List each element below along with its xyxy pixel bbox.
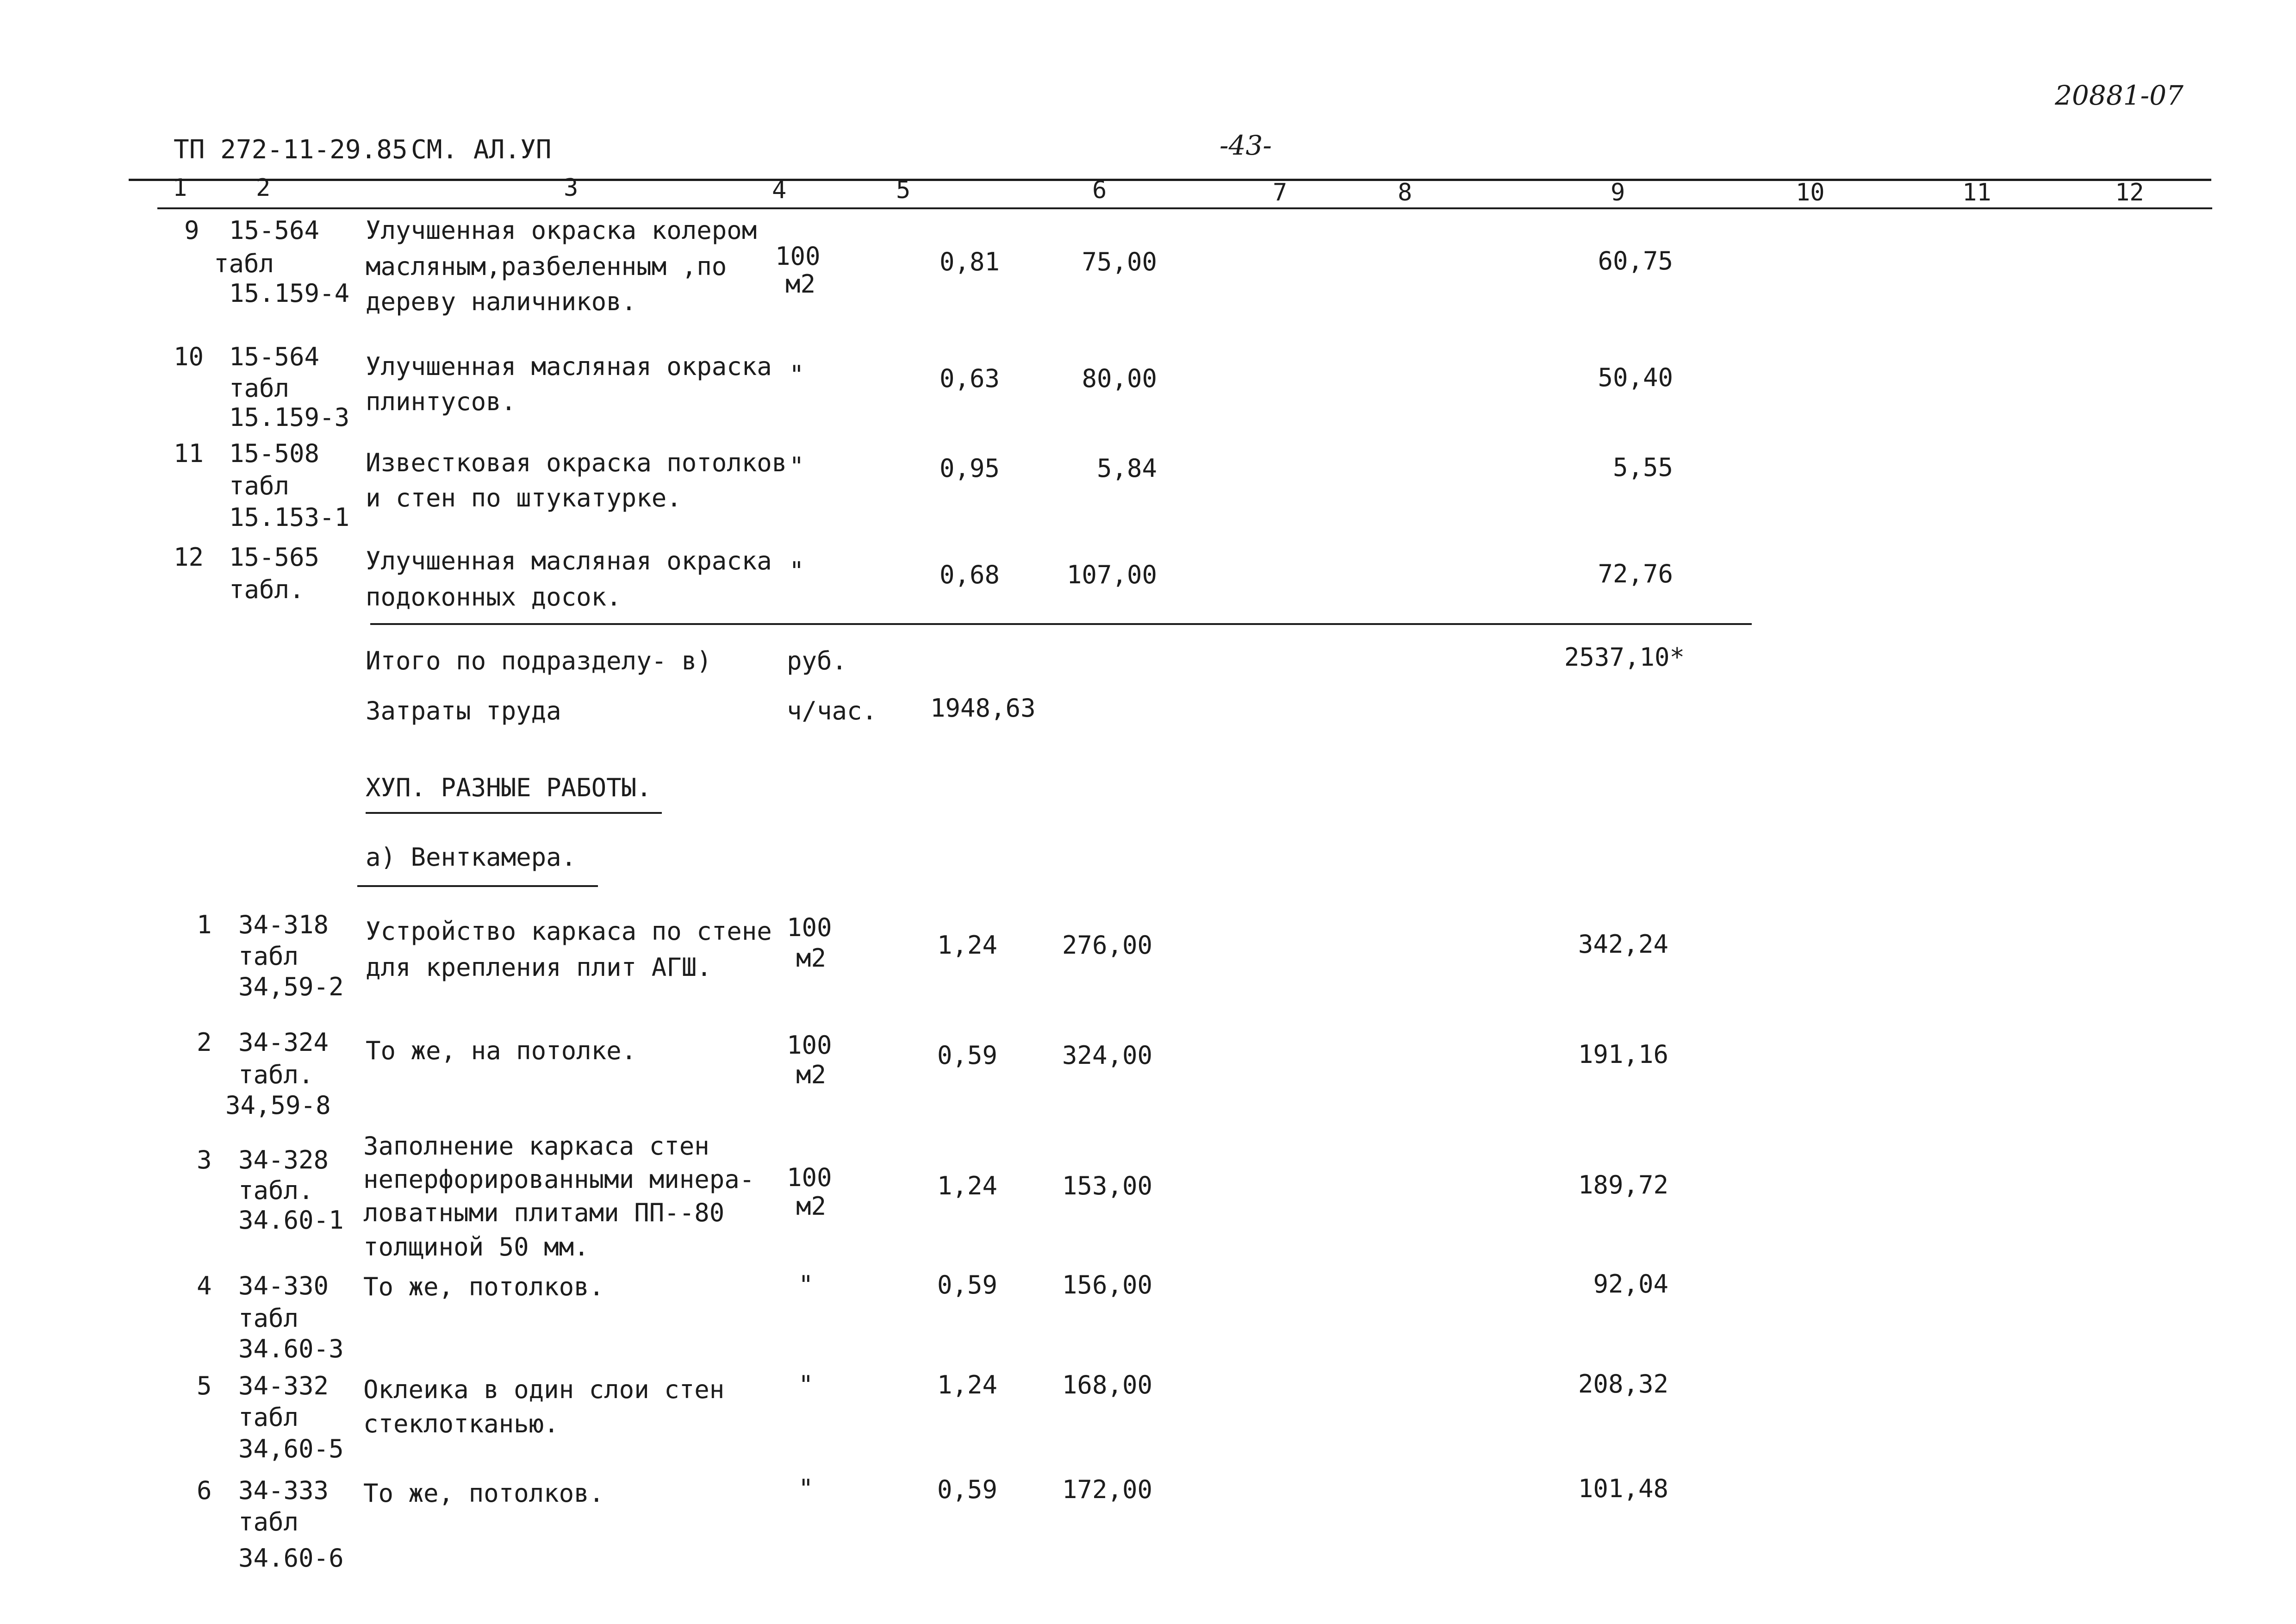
unit-price: 276,00	[1062, 931, 1152, 960]
total-cost: 50,40	[1598, 363, 1673, 392]
column-number: 6	[1092, 176, 1107, 204]
work-description: масляным,разбеленным ,по	[366, 252, 727, 281]
column-number: 11	[1962, 179, 1991, 206]
norm-code: 34-332	[238, 1371, 329, 1400]
total-cost: 5,55	[1612, 453, 1673, 482]
unit: м2	[796, 1060, 827, 1089]
work-description: То же, потолков.	[363, 1272, 604, 1301]
norm-code: 15-564	[229, 342, 320, 371]
work-description: Заполнение каркаса стен	[363, 1131, 709, 1161]
unit-price: 80,00	[1082, 364, 1157, 393]
norm-code: 34.60-1	[238, 1206, 344, 1235]
unit: "	[798, 1270, 814, 1299]
column-number: 12	[2115, 179, 2144, 206]
norm-code: табл	[238, 1507, 299, 1537]
norm-code: 34,59-2	[238, 972, 344, 1001]
unit-price: 156,00	[1062, 1270, 1152, 1299]
total-cost: 208,32	[1578, 1369, 1668, 1399]
row-number: 5	[197, 1371, 212, 1400]
total-cost: 72,76	[1598, 559, 1673, 588]
column-number: 7	[1273, 179, 1288, 206]
norm-code: табл	[214, 249, 274, 278]
total-cost: 189,72	[1578, 1170, 1668, 1199]
subtotal-rule	[370, 623, 1752, 625]
quantity: 0,63	[939, 364, 1000, 393]
unit-price: 75,00	[1082, 247, 1157, 276]
project-code: ТП 272-11-29.85	[174, 135, 408, 165]
subsection-title-underline	[357, 885, 598, 887]
work-description: Улучшенная масляная окраска	[366, 546, 772, 575]
work-description: толщиной 50 мм.	[363, 1232, 589, 1262]
norm-code: 34.60-3	[238, 1334, 344, 1363]
norm-code: 34.60-6	[238, 1543, 344, 1573]
quantity: 1,24	[937, 1171, 997, 1200]
norm-code: 15.159-4	[229, 279, 350, 308]
total-cost: 60,75	[1598, 246, 1673, 275]
unit: м2	[785, 269, 816, 299]
subtotal-unit: руб.	[787, 646, 847, 675]
quantity: 0,95	[939, 454, 1000, 483]
work-description: неперфорированными минера-	[363, 1165, 755, 1194]
total-cost: 92,04	[1593, 1269, 1668, 1299]
column-number: 9	[1611, 179, 1625, 206]
work-description: То же, на потолке.	[366, 1036, 637, 1065]
total-cost: 101,48	[1578, 1474, 1668, 1503]
norm-code: табл.	[238, 1176, 314, 1205]
norm-code: 15.159-3	[229, 403, 350, 432]
row-number: 4	[197, 1271, 212, 1300]
quantity: 0,59	[937, 1475, 997, 1504]
column-number: 1	[173, 174, 187, 202]
norm-code: табл	[238, 1403, 299, 1432]
row-number: 1	[197, 910, 212, 939]
unit: "	[789, 452, 804, 481]
unit: 100	[775, 242, 821, 271]
header-top-rule	[129, 179, 2211, 181]
work-description: Улучшенная масляная окраска	[366, 352, 772, 381]
unit: 100	[787, 1031, 832, 1060]
work-description: подоконных досок.	[366, 582, 622, 612]
norm-code: 15-508	[229, 439, 320, 468]
page-number: -43-	[1220, 130, 1272, 161]
unit: "	[789, 360, 804, 389]
labor-unit: ч/час.	[787, 696, 877, 725]
unit: "	[798, 1474, 814, 1503]
section-title-underline	[366, 812, 662, 814]
norm-code: табл.	[238, 1060, 314, 1089]
norm-code: 34-318	[238, 910, 329, 939]
row-number: 12	[174, 543, 204, 572]
norm-code: табл	[238, 942, 299, 971]
unit-price: 153,00	[1062, 1171, 1152, 1200]
norm-code: табл.	[229, 575, 305, 604]
unit: 100	[787, 1163, 832, 1192]
norm-code: 34,59-8	[225, 1091, 331, 1120]
total-cost: 342,24	[1578, 930, 1668, 959]
quantity: 0,81	[939, 247, 1000, 276]
subtotal-value: 2537,10*	[1564, 643, 1685, 672]
column-number: 8	[1398, 179, 1412, 206]
unit: "	[789, 556, 804, 586]
norm-code: 34-328	[238, 1145, 329, 1174]
norm-code: 15.153-1	[229, 503, 350, 532]
work-description: дереву наличников.	[366, 287, 637, 316]
row-number: 11	[174, 439, 204, 468]
norm-code: табл	[229, 471, 290, 500]
section-title: ХУП. РАЗНЫЕ РАБОТЫ.	[366, 773, 652, 802]
unit: м2	[796, 1192, 827, 1221]
column-number: 4	[772, 176, 787, 204]
subtotal-label: Итого по подразделу- в)	[366, 646, 712, 675]
norm-code: 34-330	[238, 1271, 329, 1300]
document-number: 20881-07	[2055, 80, 2184, 111]
row-number: 6	[197, 1476, 212, 1505]
quantity: 0,68	[939, 560, 1000, 589]
labor-label: Затраты труда	[366, 696, 561, 725]
work-description: плинтусов.	[366, 387, 516, 416]
unit: "	[798, 1370, 814, 1399]
total-cost: 191,16	[1578, 1040, 1668, 1069]
subsection-title: а) Венткамера.	[366, 843, 577, 872]
column-number: 10	[1796, 179, 1825, 206]
work-description: То же, потолков.	[363, 1479, 604, 1508]
row-number: 3	[197, 1145, 212, 1174]
unit-price: 5,84	[1096, 454, 1157, 483]
work-description: Улучшенная окраска колером	[366, 216, 757, 245]
column-number: 5	[896, 176, 911, 204]
work-description: ловатными плитами ПП--80	[363, 1198, 725, 1227]
norm-code: 34-324	[238, 1028, 329, 1057]
work-description: Устройство каркаса по стене	[366, 917, 772, 946]
work-description: и стен по штукатурке.	[366, 483, 682, 512]
norm-code: табл	[229, 374, 290, 403]
work-description: Известковая окраска потолков	[366, 448, 787, 477]
row-number: 10	[174, 342, 204, 371]
norm-code: табл	[238, 1304, 299, 1333]
norm-code: 34,60-5	[238, 1434, 344, 1463]
quantity: 0,59	[937, 1041, 997, 1070]
quantity: 1,24	[937, 1370, 997, 1399]
column-number: 2	[256, 174, 271, 202]
header-bottom-rule	[157, 207, 2212, 209]
work-description: стеклотканью.	[363, 1409, 559, 1438]
row-number: 9	[184, 216, 199, 245]
unit-price: 168,00	[1062, 1370, 1152, 1399]
row-number: 2	[197, 1028, 212, 1057]
album-reference: СМ. АЛ.УП	[411, 135, 552, 165]
norm-code: 15-565	[229, 543, 320, 572]
labor-value: 1948,63	[930, 693, 1036, 723]
quantity: 1,24	[937, 931, 997, 960]
norm-code: 34-333	[238, 1476, 329, 1505]
work-description: Оклеика в один слои стен	[363, 1375, 725, 1404]
work-description: для крепления плит АГШ.	[366, 953, 712, 982]
column-number: 3	[564, 174, 579, 202]
unit-price: 324,00	[1062, 1041, 1152, 1070]
unit: м2	[796, 943, 827, 973]
unit-price: 107,00	[1066, 560, 1157, 589]
norm-code: 15-564	[229, 216, 320, 245]
unit: 100	[787, 913, 832, 942]
unit-price: 172,00	[1062, 1475, 1152, 1504]
quantity: 0,59	[937, 1270, 997, 1299]
